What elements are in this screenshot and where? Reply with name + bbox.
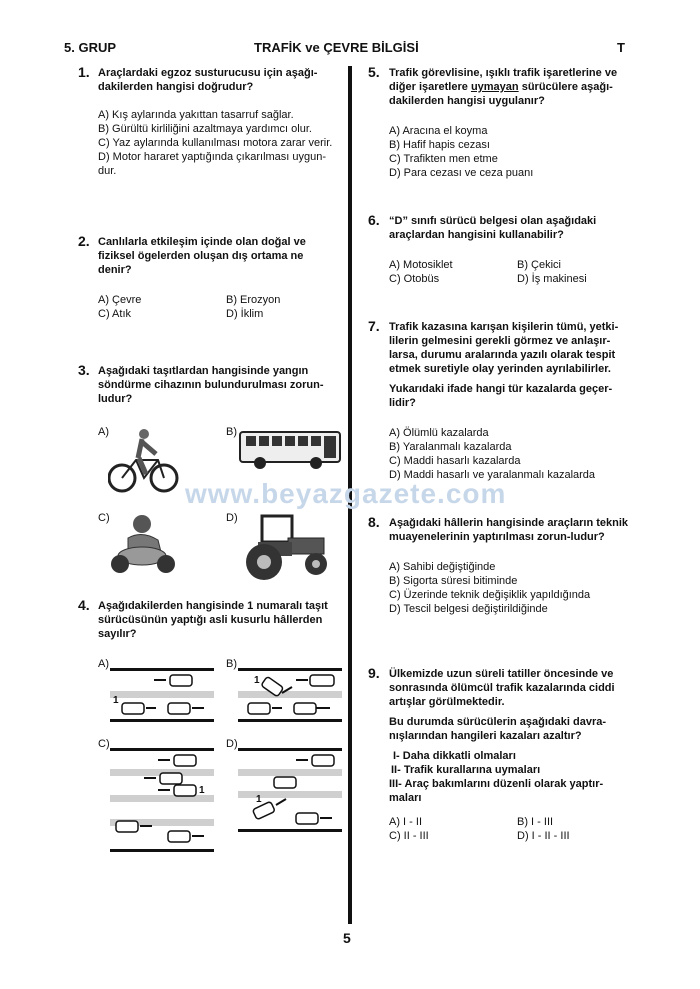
q7-option-a[interactable]: A) Ölümlü kazalarda [389,427,489,439]
q5-option-d[interactable]: D) Para cezası ve ceza puanı [389,167,534,179]
q9-question: Bu durumda sürücülerin aşağıdaki davra-nışlarından hangileri kazaları azaltır? [389,716,607,742]
q4-road-d-cars [238,751,342,829]
q2-option-a[interactable]: A) Çevre [98,294,142,306]
q6-number: 6. [368,212,380,228]
question-3 [98,364,334,406]
q7-number: 7. [368,318,380,334]
q7-option-d[interactable]: D) Maddi hasarlı ve yaralanmalı kazalarda [389,469,596,481]
q2-option-b[interactable]: B) Erozyon [226,294,281,306]
question-2 [98,235,334,321]
q3-number: 3. [78,362,90,378]
question-4 [98,599,330,641]
q4-road-b[interactable] [238,668,342,722]
q4-road-c[interactable] [110,748,214,852]
question-1 [98,66,338,178]
q8-option-a[interactable]: A) Sahibi değiştiğinde [389,561,496,573]
q6-option-a[interactable]: A) Motosiklet [389,259,453,271]
question-5 [389,66,635,180]
q2-option-d[interactable]: D) İklim [226,308,264,320]
bus-image[interactable] [238,430,342,470]
q8-number: 8. [368,514,380,530]
q9-option-c[interactable]: C) II - III [389,830,429,842]
q4-stem: Aşağıdakilerden hangisinde 1 numaralı taşıt sürücüsünün yaptığı asli kusurlu hâllerden sayılır? [98,600,328,640]
q3-option-b[interactable]: B) [226,426,237,438]
q1-option-a[interactable]: A) Kış aylarında yakıttan tasarruf sağlar. [98,109,294,121]
q4-road-c-cars [110,751,214,849]
q5-stem-part-1: Trafik görevlisine, ışıklı trafik işaretlerine ve diğer işaretlere [389,67,618,93]
q4-d-car-marker: 1 [256,794,262,805]
q3-option-d[interactable]: D) [226,512,238,524]
q9-option-b[interactable]: B) I - III [517,816,554,828]
q4-a-car-marker: 1 [113,695,119,706]
q1-option-b[interactable]: B) Gürültü kirliliğini azaltmaya yardımcı olur. [98,123,312,135]
page-number: 5 [343,930,351,946]
watermark: www.beyazgazete.com [185,478,507,509]
q1-stem: Araçlardaki egzoz susturucusu için aşağı-dakilerden hangisi doğrudur? [98,67,318,93]
q2-stem: Canlılarla etkileşim içinde olan doğal ve fiziksel ögelerden oluşan dış ortama ne denir? [98,236,306,276]
q1-option-c[interactable]: C) Yaz aylarında kullanılması motora zarar verir. [98,137,333,149]
q4-road-d[interactable] [238,748,342,832]
q8-option-b[interactable]: B) Sigorta süresi bitiminde [389,575,518,587]
q7-question: Yukarıdaki ifade hangi tür kazalarda geçer-lidir? [389,383,613,409]
q8-option-d[interactable]: D) Tescil belgesi değiştirildiğinde [389,603,548,615]
q9-number: 9. [368,665,380,681]
q4-option-d[interactable]: D) [226,738,238,750]
q4-road-a[interactable] [110,668,214,722]
tractor-image[interactable] [238,512,330,582]
q9-item-2: II- Trafik kurallarına uymaları [391,764,541,776]
q6-option-d[interactable]: D) İş makinesi [517,273,587,285]
page-title: TRAFİK ve ÇEVRE BİLGİSİ [254,40,419,55]
q4-option-a[interactable]: A) [98,658,109,670]
question-9 [389,667,637,843]
q1-option-d[interactable]: D) Motor hararet yaptığında çıkarılması uygun-dur. [98,151,327,177]
group-label: 5. GRUP [64,40,117,55]
q9-item-3: III- Araç bakımlarını düzenli olarak yaptır-maları [389,778,604,804]
q5-option-b[interactable]: B) Hafif hapis cezası [389,139,490,151]
booklet-letter: T [617,40,625,55]
question-6 [389,214,635,286]
q3-option-a[interactable]: A) [98,426,109,438]
question-8 [389,516,635,616]
q6-option-b[interactable]: B) Çekici [517,259,562,271]
q6-stem: “D” sınıfı sürücü belgesi olan aşağıdaki araçlardan hangisini kullanabilir? [389,215,597,241]
q5-stem-part-2: sürücülere aşağı-dakilerden hangisi uygulanır? [389,81,613,107]
q4-option-b[interactable]: B) [226,658,237,670]
q7-stem: Trafik kazasına karışan kişilerin tümü, yetki-lilerin gelmesini gerekli görmez ve anlaşır-larsa, durumu aralarında yazılı olarak tespit etmek suretiyle olay yerinden ayrılabilirler. [389,321,619,375]
q5-option-a[interactable]: A) Aracına el koyma [389,125,488,137]
q8-option-c[interactable]: C) Üzerinde teknik değişiklik yapıldığında [389,589,591,601]
q2-option-c[interactable]: C) Atık [98,308,132,320]
question-7 [389,320,637,482]
q3-stem: Aşağıdaki taşıtlardan hangisinde yangın söndürme cihazının bulundurulması zorun-ludur? [98,365,324,405]
q2-number: 2. [78,233,90,249]
q4-number: 4. [78,597,90,613]
q9-option-a[interactable]: A) I - II [389,816,422,828]
q9-option-d[interactable]: D) I - II - III [517,830,570,842]
q7-option-b[interactable]: B) Yaralanmalı kazalarda [389,441,512,453]
q9-stem: Ülkemizde uzun süreli tatiller öncesinde ve sonrasında ölümcül trafik kazalarında ciddi artışlar görülmektedir. [389,668,615,708]
motorcycle-image[interactable] [108,512,178,576]
q6-option-c[interactable]: C) Otobüs [389,273,440,285]
q9-item-1: I- Daha dikkatli olmaları [393,750,516,762]
q5-stem [389,66,635,108]
q4-c-car-marker: 1 [199,785,205,796]
q5-stem-underlined: uymayan [470,81,519,93]
q7-option-c[interactable]: C) Maddi hasarlı kazalarda [389,455,521,467]
q5-number: 5. [368,64,380,80]
q4-option-c[interactable]: C) [98,738,110,750]
q5-option-c[interactable]: C) Trafikten men etme [389,153,498,165]
q1-number: 1. [78,64,90,80]
q4-road-a-cars [110,671,214,719]
q3-option-c[interactable]: C) [98,512,110,524]
q4-b-car-marker: 1 [254,675,260,686]
q8-stem: Aşağıdaki hâllerin hangisinde araçların teknik muayenelerinin yaptırılması zorun-ludur? [389,517,629,543]
bicycle-image[interactable] [108,428,180,496]
